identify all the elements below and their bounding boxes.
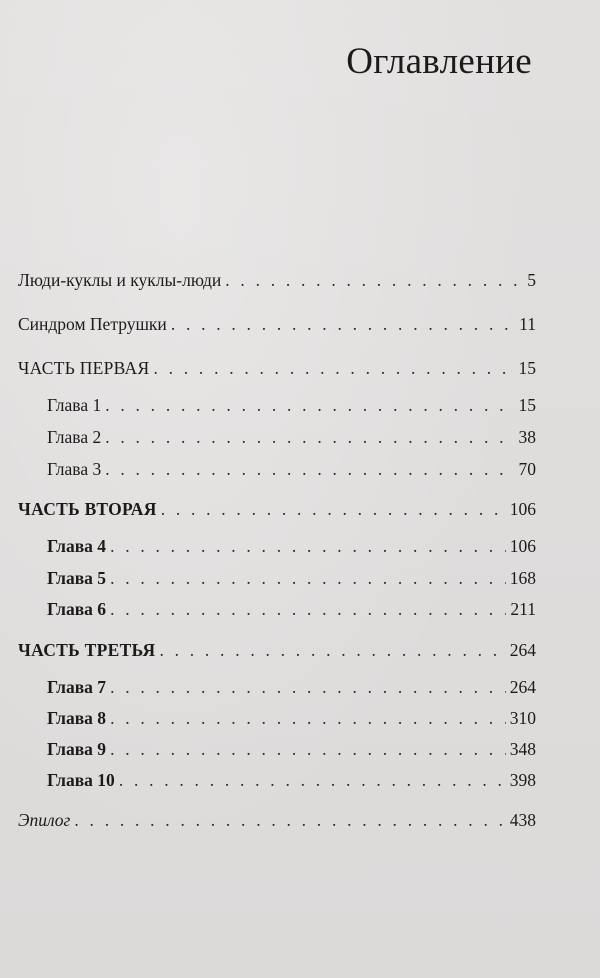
toc-entry-page: 38: [518, 427, 536, 447]
toc-entry-label: Люди-куклы и куклы-люди: [18, 270, 222, 290]
toc-entry-page: 106: [509, 536, 536, 556]
toc-entry-label: Эпилог: [18, 810, 71, 830]
page-title: Оглавление: [346, 41, 532, 82]
toc-entry-page: 264: [509, 640, 536, 660]
dot-leader: [110, 536, 506, 557]
dot-leader: [153, 358, 514, 379]
toc-part-label: ЧАСТЬ ВТОРАЯ: [18, 499, 157, 519]
toc-entry-chapter-8: [18, 708, 536, 732]
toc-entry-syndrome: [18, 314, 536, 338]
dot-leader: [171, 314, 515, 335]
dot-leader: [105, 459, 514, 480]
toc-entry-page: 264: [509, 677, 536, 697]
toc-entry-page: 348: [509, 739, 536, 759]
dot-leader: [110, 568, 506, 589]
dot-leader: [74, 810, 505, 831]
toc-entry-page: 15: [518, 395, 536, 415]
dot-leader: [110, 599, 506, 620]
toc-entry-page: 438: [509, 810, 536, 830]
toc-entry-page: 106: [509, 499, 536, 519]
dot-leader: [161, 499, 506, 520]
toc-entry-chapter-4: [18, 536, 536, 560]
toc-entry-page: 70: [518, 459, 536, 479]
dot-leader: [105, 427, 514, 448]
dot-leader: [119, 770, 506, 791]
toc-chapter-label: Глава 9: [47, 739, 107, 759]
toc-entry-epilogue: [18, 810, 536, 834]
toc-entry-page: 398: [509, 770, 536, 790]
toc-entry-chapter-1: [18, 395, 536, 419]
toc-chapter-label: Глава 10: [47, 770, 115, 790]
dot-leader: [110, 739, 506, 760]
toc-part-label: ЧАСТЬ ТРЕТЬЯ: [18, 640, 156, 660]
dot-leader: [110, 677, 506, 698]
toc-entry-prologue: [18, 270, 536, 294]
dot-leader: [105, 395, 514, 416]
toc-chapter-label: Глава 5: [47, 568, 107, 588]
toc-entry-chapter-3: [18, 459, 536, 483]
toc-part-label: ЧАСТЬ ПЕРВАЯ: [18, 358, 150, 378]
toc-entry-chapter-10: [18, 770, 536, 794]
toc-chapter-label: Глава 8: [47, 708, 107, 728]
toc-entry-page: 11: [519, 314, 536, 334]
toc-entry-page: 211: [510, 599, 536, 619]
toc-entry-page: 15: [518, 358, 536, 378]
toc-entry-part-two: [18, 499, 536, 523]
toc-chapter-label: Глава 7: [47, 677, 107, 697]
toc-entry-chapter-6: [18, 599, 536, 623]
toc-chapter-label: Глава 4: [47, 536, 107, 556]
dot-leader: [110, 708, 506, 729]
toc-entry-label: Синдром Петрушки: [18, 314, 167, 334]
toc-entry-chapter-5: [18, 568, 536, 592]
toc-chapter-label: Глава 1: [47, 395, 102, 415]
toc-entry-chapter-2: [18, 427, 536, 451]
toc-entry-part-three: [18, 640, 536, 664]
toc-entry-chapter-7: [18, 677, 536, 701]
dot-leader: [159, 640, 505, 661]
toc-chapter-label: Глава 3: [47, 459, 102, 479]
toc-entry-part-one: [18, 358, 536, 382]
dot-leader: [225, 270, 523, 291]
toc-entry-chapter-9: [18, 739, 536, 763]
toc-chapter-label: Глава 2: [47, 427, 102, 447]
toc-entry-page: 168: [509, 568, 536, 588]
toc-chapter-label: Глава 6: [47, 599, 107, 619]
toc-entry-page: 5: [527, 270, 536, 290]
toc-entry-page: 310: [509, 708, 536, 728]
